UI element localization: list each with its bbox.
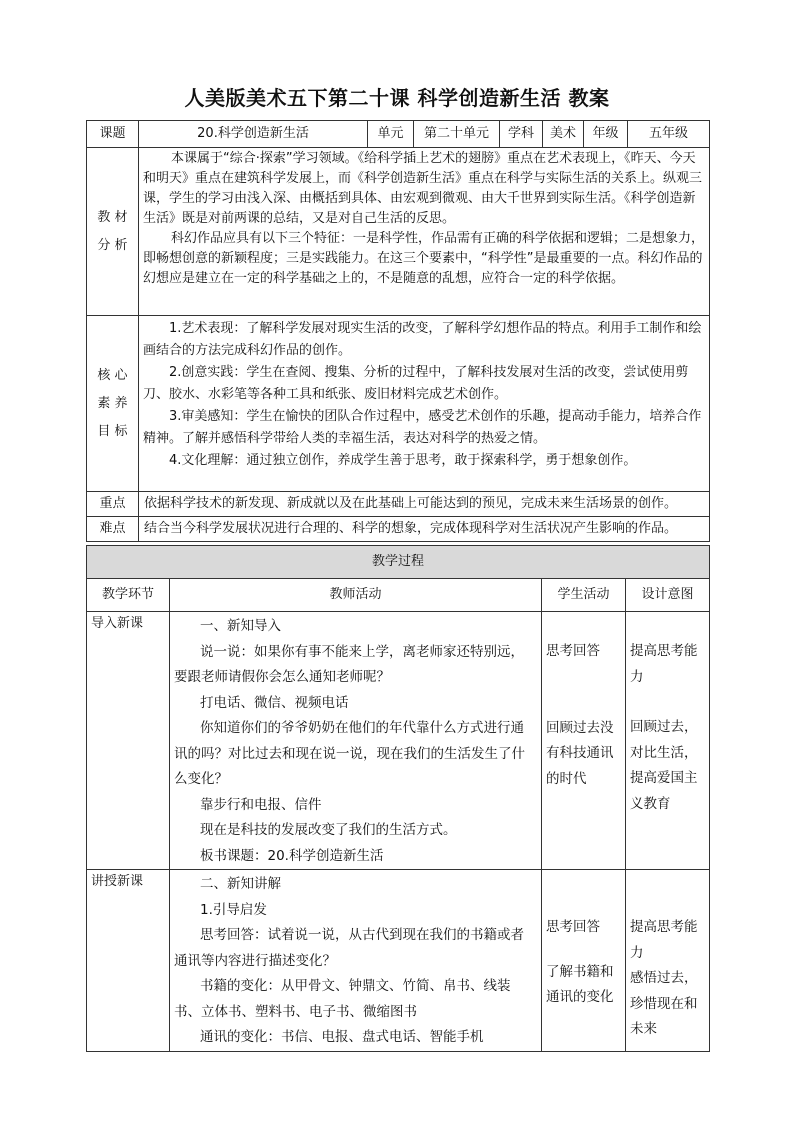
value-grade: 五年级 [628, 121, 710, 148]
lesson-info-table [86, 120, 710, 542]
value-unit: 第二十单元 [414, 121, 500, 148]
col-header-stage: 教学环节 [87, 579, 170, 612]
process-row [87, 870, 710, 1052]
label-difficulty: 难点 [87, 517, 139, 542]
student-activity-new-lesson: 思考回答 了解书籍和通讯的变化 [542, 870, 626, 1052]
label-title: 课题 [87, 121, 139, 148]
label-grade: 年级 [584, 121, 628, 148]
core-goal-1: 1.艺术表现：了解科学发展对现实生活的改变，了解科学幻想作品的特点。利用手工制作和绘画结合的方法完成科幻作品的创作。 [143, 321, 702, 358]
design-intent-new-lesson: 提高思考能力 感悟过去，珍惜现在和未来 [626, 870, 710, 1052]
core-goal-2: 2.创意实践：学生在查阅、搜集、分析的过程中，了解科技发展对生活的改变，尝试使用剪刀、胶水、水彩笔等各种工具和纸张、废旧材料完成艺术创作。 [143, 365, 689, 402]
col-header-teacher: 教师活动 [170, 579, 542, 612]
value-subject: 美术 [543, 121, 584, 148]
label-focus: 重点 [87, 492, 139, 517]
analysis-content [139, 148, 710, 316]
core-goals-content [139, 316, 710, 492]
col-header-design: 设计意图 [626, 579, 710, 612]
stage-intro: 导入新课 [87, 612, 170, 870]
core-goal-4: 4.文化理解：通过独立创作，养成学生善于思考，敢于探索科学，勇于想象创作。 [169, 453, 637, 468]
process-banner: 教学过程 [87, 546, 710, 579]
label-core-goals: 核 心 素 养 目 标 [87, 316, 139, 492]
value-title: 20.科学创造新生活 [139, 121, 368, 148]
student-activity-intro: 思考回答 回顾过去没有科技通讯的时代 [542, 612, 626, 870]
focus-text: 依据科学技术的新发现、新成就以及在此基础上可能达到的预见，完成未来生活场景的创作。 [139, 492, 710, 517]
teacher-activity-intro: 一、新知导入 说一说：如果你有事不能来上学，离老师家还特别远，要跟老师请假你会怎么通知老师呢？ 打电话、微信、视频电话 你知道你们的爷爷奶奶在他们的年代靠什么方式进行通讯的吗？对比过去和现在说一说，现在我们的生活发生了什么变化？ 靠步行和电报、信件 现在是科技的发展改变了我们的生活方式。 板书课题：20.科学创造新生活 [170, 612, 542, 870]
analysis-paragraph-2: 科幻作品应具有以下三个特征：一是科学性，作品需有正确的科学依据和逻辑；二是想象力，即畅想创意的新颖程度；三是实践能力。在这三个要素中，“科学性”是最重要的一点。科幻作品的幻想应是建立在一定的科学基础之上的，不是随意的乱想，应符合一定的科学依据。 [143, 231, 705, 286]
process-row [87, 612, 710, 870]
teaching-process-table [86, 545, 710, 1052]
design-intent-intro: 提高思考能力 回顾过去，对比生活，提高爱国主义教育 [626, 612, 710, 870]
teacher-activity-new-lesson: 二、新知讲解 1.引导启发 思考回答：试着说一说，从古代到现在我们的书籍或者通讯等内容进行描述变化？ 书籍的变化：从甲骨文、钟鼎文、竹简、帛书、线装书、立体书、塑料书、电子书、微缩图书 通讯的变化：书信、电报、盘式电话、智能手机 [170, 870, 542, 1052]
label-analysis: 教 材 分 析 [87, 148, 139, 316]
page-title: 人美版美术五下第二十课 科学创造新生活 教案 [184, 86, 610, 110]
label-unit: 单元 [368, 121, 414, 148]
label-subject: 学科 [500, 121, 543, 148]
stage-new-lesson: 讲授新课 [87, 870, 170, 1052]
analysis-paragraph-1: 本课属于“综合·探索”学习领域。《给科学插上艺术的翅膀》重点在艺术表现上，《昨天、今天和明天》重点在建筑科学发展上，而《科学创造新生活》重点在科学与实际生活的关系上。纵观三课，学生的学习由浅入深、由概括到具体、由宏观到微观、由大千世界到实际生活。《科学创造新生活》既是对前两课的总结，又是对自己生活的反思。 [143, 151, 703, 226]
core-goal-3: 3.审美感知：学生在愉快的团队合作过程中，感受艺术创作的乐趣，提高动手能力，培养合作精神。了解并感悟科学带给人类的幸福生活，表达对科学的热爱之情。 [143, 409, 702, 446]
difficulty-text: 结合当今科学发展状况进行合理的、科学的想象，完成体现科学对生活状况产生影响的作品。 [139, 517, 710, 542]
col-header-student: 学生活动 [542, 579, 626, 612]
